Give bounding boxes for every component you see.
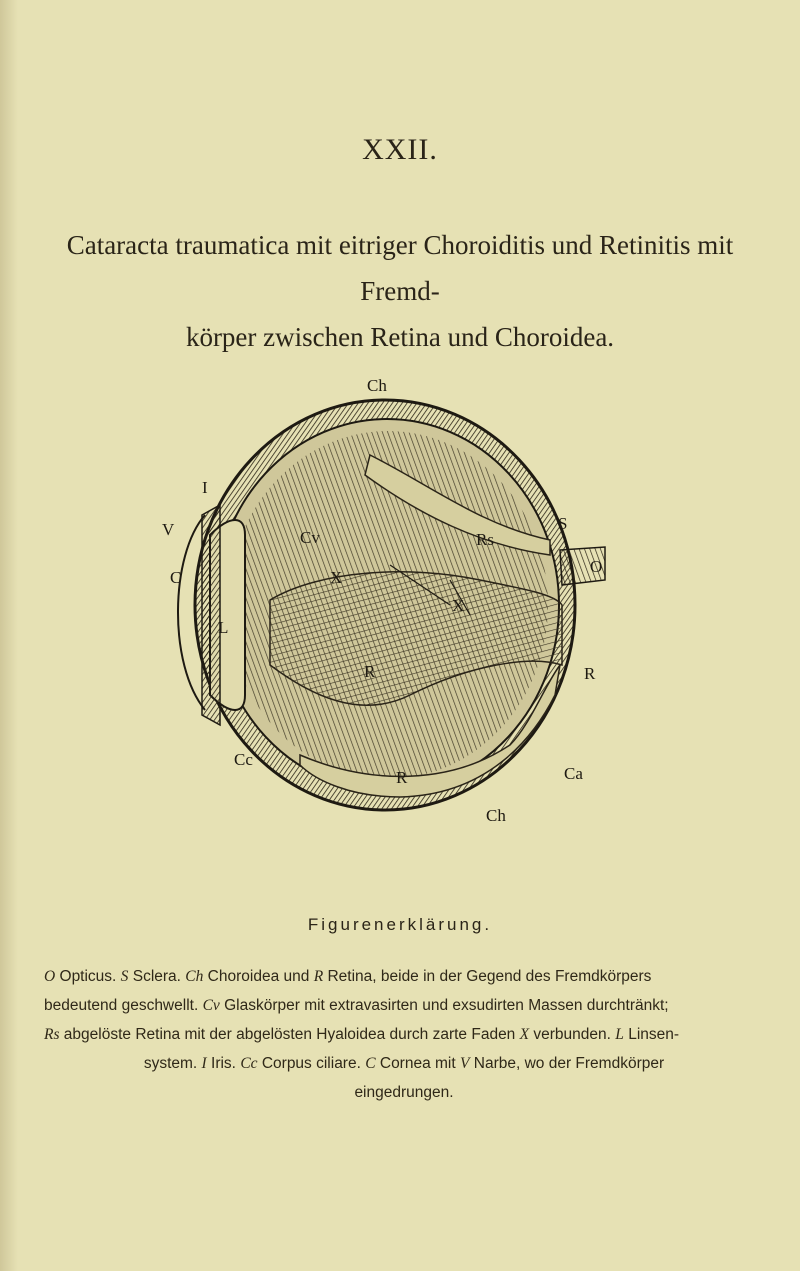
eye-section-illustration [150,365,610,845]
label-i: I [202,478,208,497]
legend-abbreviation: C [365,1055,376,1072]
label-ch-top: Ch [367,376,387,395]
legend-line: eingedrungen. [354,1084,454,1101]
page-edge [0,0,18,1271]
label-rs: Rs [476,530,494,549]
plate-title-line-1: Cataracta traumatica mit eitriger Choroiditis und Retinitis mit Fremd- [66,230,734,306]
legend-line: O Opticus. S Sclera. Ch Choroidea und R Retina, beide in der Gegend des Fremdkörpers [44,968,652,985]
label-r-right: R [584,664,596,683]
legend-line: system. I Iris. Cc Corpus ciliare. C Cornea mit V Narbe, wo der Fremdkörper [143,1055,665,1072]
label-c: C [170,568,182,587]
legend-abbreviation: O [44,968,56,985]
label-o: O [590,557,603,576]
plate-title [40,222,760,360]
caption-heading: Figurenerklärung. [307,915,493,934]
label-s: S [558,514,568,533]
plate-title-line-2: körper zwischen Retina und Choroidea. [185,322,615,352]
label-cv: Cv [300,528,320,547]
legend-abbreviation: R [313,968,324,985]
legend-line: Rs abgelöste Retina mit der abgelösten Hyaloidea durch zarte Faden X verbunden. L Linsen- [44,1026,680,1043]
plate-number: XXII. [362,133,438,166]
label-ca: Ca [564,764,583,783]
legend-abbreviation: V [459,1055,470,1072]
legend-line: bedeutend geschwellt. Cv Glaskörper mit extravasirten und exsudirten Massen durchtränkt; [44,997,669,1014]
figure-legend [44,962,764,1107]
legend-abbreviation: X [519,1026,530,1043]
legend-abbreviation: Ch [185,968,204,985]
legend-abbreviation: Cv [202,997,220,1014]
label-ch-bottom: Ch [486,806,506,825]
iris [202,505,220,725]
label-cc: Cc [234,750,253,769]
legend-abbreviation: L [615,1026,624,1043]
legend-abbreviation: Rs [44,1026,60,1043]
label-l: L [218,618,229,637]
label-r-center: R [364,662,376,681]
legend-abbreviation: I [201,1055,207,1072]
legend-abbreviation: Cc [240,1055,258,1072]
label-x2: X [452,596,465,615]
label-r-bottom: R [396,768,408,787]
label-v: V [162,520,175,539]
label-x1: X [330,568,343,587]
legend-abbreviation: S [120,968,129,985]
